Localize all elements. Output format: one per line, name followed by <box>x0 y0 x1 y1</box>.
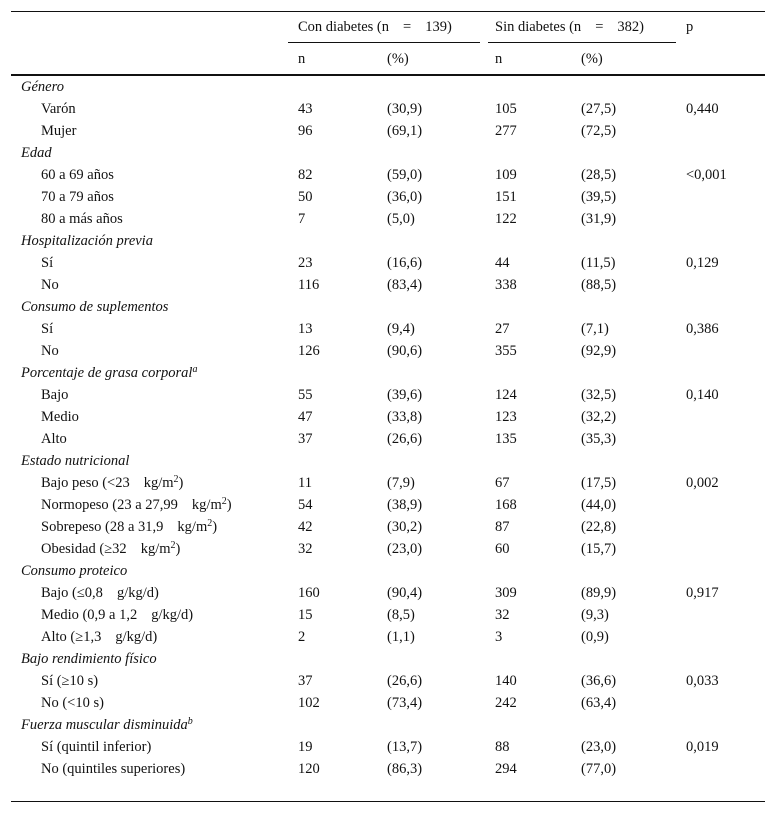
cell-n-con: 82 <box>298 167 313 183</box>
cell-n-con: 96 <box>298 123 313 139</box>
cell-pct-sin: (31,9) <box>581 211 617 227</box>
header-group-con-diabetes: Con diabetes (n = 139) <box>298 19 452 35</box>
row-label: Obesidad (≥32 $kg/m^2$) <box>41 540 181 557</box>
cell-pct-sin: (39,5) <box>581 189 617 205</box>
cell-pct-con: (30,9) <box>387 101 423 117</box>
cell-n-sin: 123 <box>495 409 517 425</box>
cell-n-sin: 87 <box>495 519 510 535</box>
row-label: 80 a más años <box>41 211 123 227</box>
group2-underline <box>488 42 676 43</box>
group1-underline <box>288 42 480 43</box>
cell-pct-sin: (7,1) <box>581 321 609 337</box>
cell-pct-con: (36,0) <box>387 189 423 205</box>
header-n-con: n <box>298 51 306 67</box>
cell-n-con: 15 <box>298 607 313 623</box>
cell-pct-con: (13,7) <box>387 739 423 755</box>
cell-pct-con: (5,0) <box>387 211 415 227</box>
cell-pct-con: (16,6) <box>387 255 423 271</box>
cell-pct-sin: (27,5) <box>581 101 617 117</box>
cell-n-sin: 67 <box>495 475 510 491</box>
cell-n-sin: 355 <box>495 343 517 359</box>
cell-pct-con: (8,5) <box>387 607 415 623</box>
cell-n-sin: 88 <box>495 739 510 755</box>
cell-p-value: 0,917 <box>686 585 719 601</box>
cell-n-sin: 60 <box>495 541 510 557</box>
section-title: Consumo de suplementos <box>21 299 169 315</box>
cell-n-con: 37 <box>298 673 313 689</box>
cell-n-con: 2 <box>298 629 306 645</box>
cell-n-con: 47 <box>298 409 313 425</box>
cell-n-con: 11 <box>298 475 312 491</box>
row-label: Sí <box>41 321 54 337</box>
row-label: Sí (quintil inferior) <box>41 739 152 755</box>
cell-pct-con: (1,1) <box>387 629 415 645</box>
cell-pct-sin: (22,8) <box>581 519 617 535</box>
cell-n-sin: 122 <box>495 211 517 227</box>
cell-n-con: 19 <box>298 739 313 755</box>
row-label: Varón <box>41 101 76 117</box>
cell-n-sin: 168 <box>495 497 517 513</box>
cell-pct-con: (39,6) <box>387 387 423 403</box>
cell-pct-sin: (72,5) <box>581 123 617 139</box>
cell-n-sin: 294 <box>495 761 517 777</box>
cell-n-sin: 32 <box>495 607 510 623</box>
cell-n-con: 37 <box>298 431 313 447</box>
row-label: Alto <box>41 431 67 447</box>
row-label: Mujer <box>41 123 77 139</box>
row-label: Bajo (≤0,8 g/kg/d) <box>41 585 159 601</box>
row-label: Normopeso (23 a 27,99 $kg/m^2$) <box>41 496 232 513</box>
section-title: Bajo rendimiento físico <box>21 651 157 667</box>
cell-pct-sin: (44,0) <box>581 497 617 513</box>
cell-n-sin: 124 <box>495 387 517 403</box>
cell-pct-sin: (89,9) <box>581 585 617 601</box>
table-bottom-rule <box>11 801 765 802</box>
cell-n-con: 116 <box>298 277 320 293</box>
cell-n-con: 50 <box>298 189 313 205</box>
cell-n-con: 54 <box>298 497 313 513</box>
section-title: Género <box>21 79 64 95</box>
cell-n-con: 55 <box>298 387 313 403</box>
cell-n-sin: 44 <box>495 255 510 271</box>
cell-n-sin: 309 <box>495 585 517 601</box>
cell-pct-sin: (23,0) <box>581 739 617 755</box>
cell-pct-con: (86,3) <box>387 761 423 777</box>
cell-n-sin: 140 <box>495 673 517 689</box>
cell-pct-sin: (63,4) <box>581 695 617 711</box>
section-title: Hospitalización previa <box>21 233 153 249</box>
cell-n-sin: 151 <box>495 189 517 205</box>
cell-p-value: 0,140 <box>686 387 719 403</box>
cell-n-sin: 277 <box>495 123 517 139</box>
cell-n-con: 23 <box>298 255 313 271</box>
row-label: No (quintiles superiores) <box>41 761 186 777</box>
cell-n-sin: 135 <box>495 431 517 447</box>
cell-pct-sin: (77,0) <box>581 761 617 777</box>
section-title: Porcentaje de grasa corporal$^a$ <box>21 364 198 381</box>
cell-pct-sin: (32,2) <box>581 409 617 425</box>
header-pct-con: (%) <box>387 51 409 67</box>
row-label: Bajo peso (<23 $kg/m^2$) <box>41 474 184 491</box>
table-header-rule <box>11 74 765 76</box>
cell-pct-sin: (88,5) <box>581 277 617 293</box>
cell-pct-con: (38,9) <box>387 497 423 513</box>
cell-pct-sin: (17,5) <box>581 475 617 491</box>
row-label: No (<10 s) <box>41 695 104 711</box>
cell-pct-con: (90,4) <box>387 585 423 601</box>
row-label: Medio <box>41 409 79 425</box>
cell-pct-sin: (92,9) <box>581 343 617 359</box>
header-p-value: p <box>686 19 694 35</box>
cell-n-con: 126 <box>298 343 320 359</box>
row-label: Sí (≥10 s) <box>41 673 99 689</box>
cell-p-value: 0,033 <box>686 673 719 689</box>
cell-pct-con: (26,6) <box>387 431 423 447</box>
cell-n-con: 32 <box>298 541 313 557</box>
header-n-sin: n <box>495 51 503 67</box>
row-label: 70 a 79 años <box>41 189 114 205</box>
cell-pct-con: (69,1) <box>387 123 423 139</box>
cell-pct-con: (83,4) <box>387 277 423 293</box>
row-label: No <box>41 277 59 293</box>
header-pct-sin: (%) <box>581 51 603 67</box>
cell-n-con: 43 <box>298 101 313 117</box>
cell-pct-sin: (35,3) <box>581 431 617 447</box>
section-title: Edad <box>21 145 52 161</box>
header-group-sin-diabetes: Sin diabetes (n = 382) <box>495 19 644 35</box>
cell-n-sin: 27 <box>495 321 510 337</box>
cell-n-sin: 105 <box>495 101 517 117</box>
row-label: No <box>41 343 59 359</box>
cell-pct-sin: (9,3) <box>581 607 609 623</box>
cell-pct-sin: (0,9) <box>581 629 609 645</box>
cell-pct-con: (26,6) <box>387 673 423 689</box>
row-label: Sí <box>41 255 54 271</box>
cell-p-value: 0,440 <box>686 101 719 117</box>
cell-p-value: <0,001 <box>686 167 727 183</box>
cell-n-con: 120 <box>298 761 320 777</box>
cell-p-value: 0,386 <box>686 321 719 337</box>
cell-n-sin: 3 <box>495 629 503 645</box>
cell-pct-sin: (15,7) <box>581 541 617 557</box>
section-title: Consumo proteico <box>21 563 128 579</box>
cell-n-con: 102 <box>298 695 320 711</box>
cell-n-sin: 109 <box>495 167 517 183</box>
cell-pct-con: (23,0) <box>387 541 423 557</box>
cell-pct-sin: (11,5) <box>581 255 616 271</box>
row-label: Alto (≥1,3 g/kg/d) <box>41 629 158 645</box>
row-label: Sobrepeso (28 a 31,9 $kg/m^2$) <box>41 518 218 535</box>
cell-pct-con: (59,0) <box>387 167 423 183</box>
cell-n-con: 42 <box>298 519 313 535</box>
table-top-rule <box>11 11 765 12</box>
cell-pct-sin: (36,6) <box>581 673 617 689</box>
cell-pct-con: (30,2) <box>387 519 423 535</box>
section-title: Fuerza muscular disminuida$^b$ <box>21 716 193 733</box>
cell-n-sin: 338 <box>495 277 517 293</box>
cell-n-con: 13 <box>298 321 313 337</box>
cell-n-sin: 242 <box>495 695 517 711</box>
cell-pct-con: (90,6) <box>387 343 423 359</box>
cell-pct-con: (73,4) <box>387 695 423 711</box>
cell-pct-con: (9,4) <box>387 321 415 337</box>
cell-p-value: 0,002 <box>686 475 719 491</box>
cell-n-con: 160 <box>298 585 320 601</box>
cell-p-value: 0,019 <box>686 739 719 755</box>
row-label: Bajo <box>41 387 69 403</box>
cell-pct-sin: (32,5) <box>581 387 617 403</box>
cell-n-con: 7 <box>298 211 306 227</box>
cell-pct-con: (7,9) <box>387 475 415 491</box>
section-title: Estado nutricional <box>21 453 130 469</box>
cell-p-value: 0,129 <box>686 255 719 271</box>
row-label: Medio (0,9 a 1,2 g/kg/d) <box>41 607 194 623</box>
row-label: 60 a 69 años <box>41 167 114 183</box>
cell-pct-con: (33,8) <box>387 409 423 425</box>
cell-pct-sin: (28,5) <box>581 167 617 183</box>
